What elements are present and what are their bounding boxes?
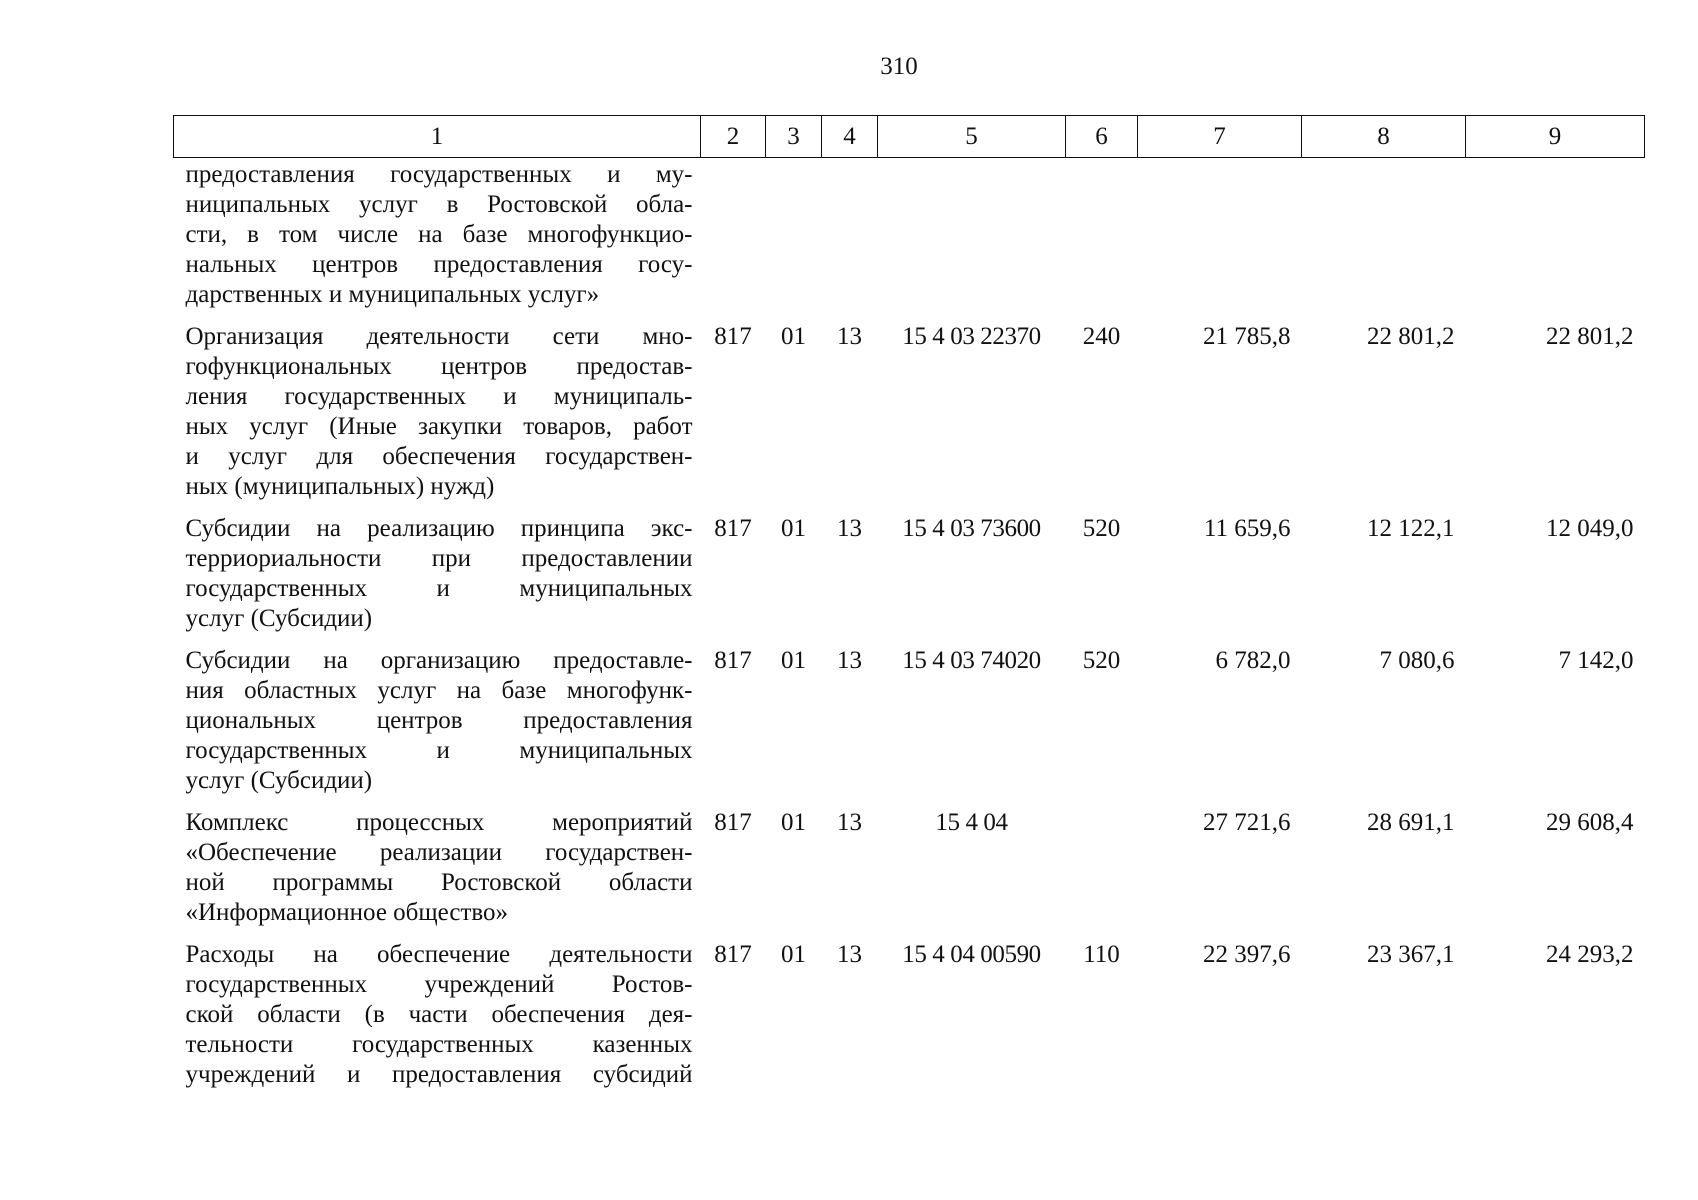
table-row bbox=[174, 158, 1645, 311]
description-line: циональных центров предоставления bbox=[185, 707, 693, 734]
header-cell-6: 6 bbox=[1066, 116, 1138, 158]
section-code: 01 bbox=[781, 515, 806, 542]
subsection-code: 13 bbox=[837, 941, 862, 968]
subsection-code: 13 bbox=[837, 323, 862, 350]
expense-type-code: 520 bbox=[1082, 515, 1121, 542]
target-article-code: 15 4 04 bbox=[935, 809, 1008, 836]
amount-col-8 bbox=[1302, 158, 1466, 311]
table-row bbox=[174, 796, 1645, 928]
amount-col-7: 22 397,6 bbox=[1203, 941, 1291, 968]
ministry-code: 817 bbox=[714, 809, 752, 836]
ministry-code: 817 bbox=[714, 941, 752, 968]
expense-type-code: 520 bbox=[1082, 647, 1121, 674]
row-description bbox=[174, 634, 701, 796]
amount-col-8: 7 080,6 bbox=[1379, 647, 1455, 674]
description-line: Организация деятельности сети мно- bbox=[185, 323, 693, 350]
description-line: Субсидии на организацию предоставле- bbox=[185, 647, 693, 674]
description-line: ных (муниципальных) нужд) bbox=[185, 473, 495, 500]
expense-type-code: 110 bbox=[1083, 941, 1120, 968]
amount-col-9: 22 801,2 bbox=[1546, 323, 1634, 350]
subsection-code: 13 bbox=[837, 515, 862, 542]
target-article-code: 15 4 03 73600 bbox=[902, 515, 1041, 542]
row-description bbox=[174, 158, 701, 311]
ministry-code: 817 bbox=[714, 647, 752, 674]
section-code bbox=[766, 158, 822, 311]
description-line: «Обеспечение реализации государствен- bbox=[185, 839, 693, 866]
description-line: нальных центров предоставления госу- bbox=[185, 251, 693, 278]
header-cell-5: 5 bbox=[878, 116, 1066, 158]
ministry-code: 817 bbox=[714, 323, 752, 350]
section-code: 01 bbox=[781, 809, 806, 836]
description-line: тельности государственных казенных bbox=[185, 1031, 693, 1058]
description-line: учреждений и предоставления субсидий bbox=[185, 1061, 693, 1088]
description-line: государственных учреждений Ростов- bbox=[185, 971, 693, 998]
amount-col-9: 29 608,4 bbox=[1546, 809, 1634, 836]
description-line: ных услуг (Иные закупки товаров, работ bbox=[185, 413, 693, 440]
description-line: ской области (в части обеспечения дея- bbox=[185, 1001, 693, 1028]
budget-table bbox=[173, 115, 1645, 1090]
description-line: Субсидии на реализацию принципа экс- bbox=[185, 515, 693, 542]
description-line: предоставления государственных и му- bbox=[185, 161, 693, 188]
amount-col-7: 27 721,6 bbox=[1203, 809, 1291, 836]
expense-type-code bbox=[1066, 158, 1138, 311]
expense-type-code bbox=[1066, 796, 1138, 928]
description-line: ления государственных и муниципаль- bbox=[185, 383, 693, 410]
description-line: дарственных и муниципальных услуг» bbox=[185, 281, 600, 308]
header-cell-2: 2 bbox=[701, 116, 766, 158]
amount-col-7: 6 782,0 bbox=[1215, 647, 1291, 674]
section-code: 01 bbox=[781, 647, 806, 674]
header-cell-1: 1 bbox=[174, 116, 701, 158]
section-code: 01 bbox=[781, 323, 806, 350]
description-line: ной программы Ростовской области bbox=[185, 869, 693, 896]
amount-col-9 bbox=[1466, 158, 1645, 311]
page-number: 310 bbox=[880, 53, 918, 80]
amount-col-7: 11 659,6 bbox=[1203, 515, 1291, 542]
table-row bbox=[174, 928, 1645, 1090]
table-row bbox=[174, 502, 1645, 634]
ministry-code: 817 bbox=[714, 515, 752, 542]
amount-col-7 bbox=[1138, 158, 1302, 311]
description-line: государственных и муниципальных bbox=[185, 737, 693, 764]
row-description bbox=[174, 502, 701, 634]
header-cell-3: 3 bbox=[766, 116, 822, 158]
description-line: «Информационное общество» bbox=[185, 899, 509, 926]
target-article-code bbox=[878, 158, 1066, 311]
description-line: ниципальных услуг в Ростовской обла- bbox=[185, 191, 693, 218]
description-line: гофункциональных центров предостав- bbox=[185, 353, 693, 380]
description-line: сти, в том числе на базе многофункцио- bbox=[185, 221, 693, 248]
description-line: государственных и муниципальных bbox=[185, 575, 693, 602]
amount-col-8: 28 691,1 bbox=[1367, 809, 1455, 836]
header-cell-8: 8 bbox=[1302, 116, 1466, 158]
description-line: Комплекс процессных мероприятий bbox=[185, 809, 693, 836]
target-article-code: 15 4 03 22370 bbox=[902, 323, 1041, 350]
description-line: ния областных услуг на базе многофунк- bbox=[185, 677, 693, 704]
table-row bbox=[174, 634, 1645, 796]
amount-col-7: 21 785,8 bbox=[1203, 323, 1291, 350]
description-line: услуг (Субсидии) bbox=[185, 767, 373, 794]
amount-col-9: 12 049,0 bbox=[1546, 515, 1634, 542]
header-row bbox=[174, 116, 1645, 158]
amount-col-9: 7 142,0 bbox=[1558, 647, 1634, 674]
header-cell-7: 7 bbox=[1138, 116, 1302, 158]
subsection-code bbox=[822, 158, 878, 311]
amount-col-8: 12 122,1 bbox=[1367, 515, 1455, 542]
header-cell-4: 4 bbox=[822, 116, 878, 158]
section-code: 01 bbox=[781, 941, 806, 968]
subsection-code: 13 bbox=[837, 647, 862, 674]
header-cell-9: 9 bbox=[1466, 116, 1645, 158]
target-article-code: 15 4 04 00590 bbox=[902, 941, 1041, 968]
subsection-code: 13 bbox=[837, 809, 862, 836]
description-line: услуг (Субсидии) bbox=[185, 605, 373, 632]
ministry-code bbox=[701, 158, 766, 311]
description-line: терриориальности при предоставлении bbox=[185, 545, 693, 572]
target-article-code: 15 4 03 74020 bbox=[902, 647, 1041, 674]
description-line: Расходы на обеспечение деятельности bbox=[185, 941, 693, 968]
amount-col-8: 22 801,2 bbox=[1367, 323, 1455, 350]
table-row bbox=[174, 310, 1645, 502]
amount-col-8: 23 367,1 bbox=[1367, 941, 1455, 968]
description-line: и услуг для обеспечения государствен- bbox=[185, 443, 693, 470]
row-description bbox=[174, 310, 701, 502]
row-description bbox=[174, 928, 701, 1090]
expense-type-code: 240 bbox=[1082, 323, 1121, 350]
row-description bbox=[174, 796, 701, 928]
amount-col-9: 24 293,2 bbox=[1546, 941, 1634, 968]
